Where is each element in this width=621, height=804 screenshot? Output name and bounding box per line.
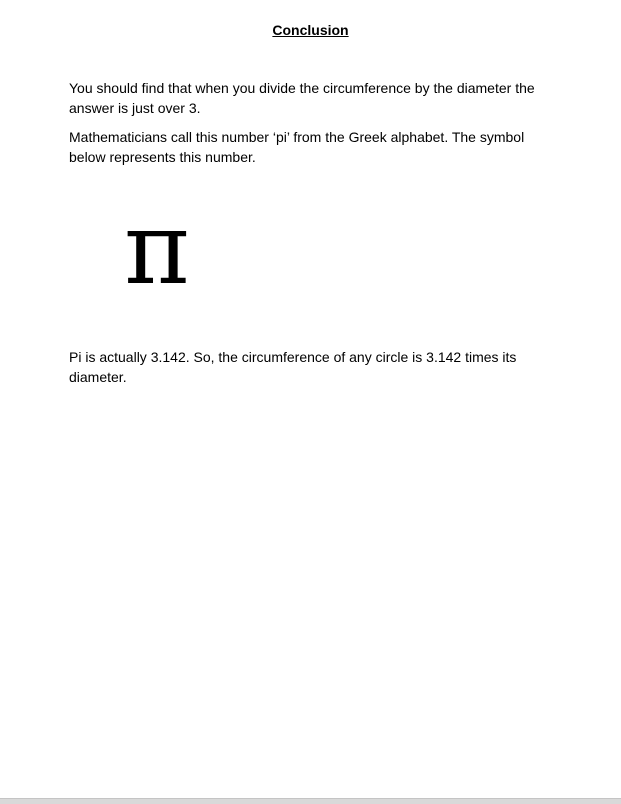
paragraph-pi-name: Mathematicians call this number ‘pi’ from the Greek alphabet. The symbol below represents this number. xyxy=(69,129,525,165)
paragraph-pi-value: Pi is actually 3.142. So, the circumference of any circle is 3.142 times its diameter. xyxy=(69,349,517,385)
paragraph-division-result: You should find that when you divide the circumference by the diameter the answer is just over 3. xyxy=(69,80,535,116)
page-bottom-edge xyxy=(0,798,621,804)
pi-symbol: π xyxy=(124,190,190,307)
page-title: Conclusion xyxy=(272,22,349,38)
